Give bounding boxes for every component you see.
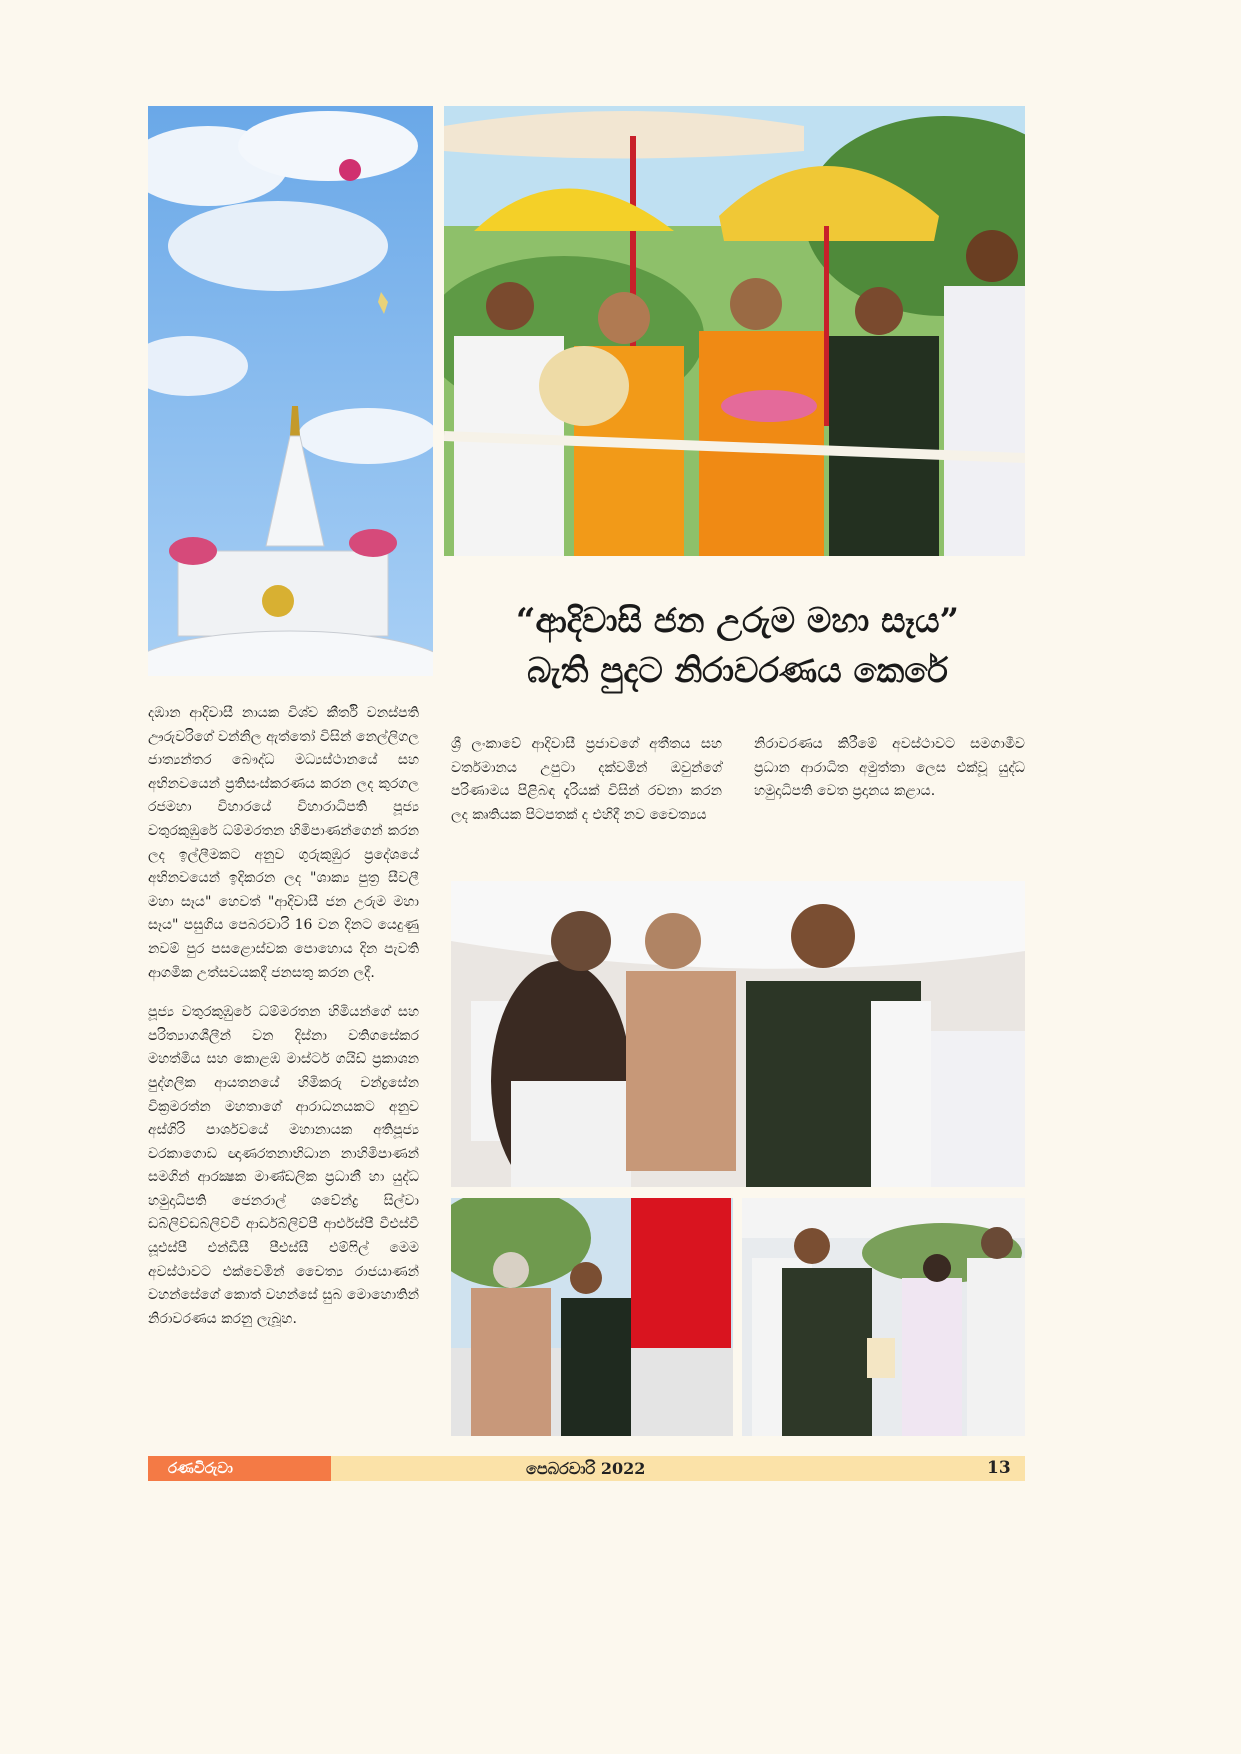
headline-line-2: බැති පුදට නිරාවරණය කෙරේ: [527, 651, 948, 691]
commander-greeting-photo: [451, 881, 1025, 1187]
ribbon-cutting-photo: [444, 106, 1025, 556]
article-column-1: [148, 702, 419, 1347]
article-headline: [450, 596, 1025, 696]
page-number: 13: [987, 1458, 1011, 1478]
article-column-3: [754, 733, 1025, 820]
headline-line-1: “ආදිවාසි ජන උරුම මහා සෑය”: [515, 601, 960, 641]
article-column-2: [451, 733, 722, 843]
stupa-photo: [148, 106, 433, 676]
issue-date: පෙබරවාරි 2022: [526, 1459, 646, 1478]
book-presentation-photo: [742, 1198, 1025, 1436]
column-1-paragraph-1: දඹාන ආදිවාසී නායක විශ්ව කීර්ති වනස්පති ඌරුවරිගේ වන්නිල ඇත්තෝ විසින් නෙල්ලිගල ජාත්‍යන්තර බෞද්ධ මධ්‍යස්ථානයේ සහ අභිනවයෙන් ප්‍රතිසංස්කරණය කරන ලද කුරගල රජමහා විහාරයේ විහාරාධිපති පූජ්‍ය වතුරකුඹුරේ ධම්මරතන හිමිපාණන්ගෙන් කරන ලද ඉල්ලීමකට අනුව ගුරුකුඹුර ප්‍රදේශයේ අභිනවයෙන් ඉදිකරන ලද "ශාක්‍ය පුත්‍ර සීවලී මහා සෑය" හෙවත් "ආදිවාසී ජන උරුම මහා සෑය" පසුගිය පෙබරවාරි 16 වන දිනට යෙදුණු නවම් පුර පසළොස්වක පොහොය දින පැවති ආගමික උත්සවයකදී ජනසතු කරන ලදී.: [148, 705, 419, 981]
footer-band: [331, 1456, 1025, 1481]
unveiling-curtain-photo: [451, 1198, 733, 1436]
column-2-paragraph-1: ශ්‍රී ලංකාවේ ආදිවාසී ප්‍රජාවගේ අතීතය සහ වර්තමානය උපුටා දක්වමින් ඔවුන්ගේ පරිණාමය පිළිබඳ දැරියක් විසින් රචනා කරන ලද කෘතියක පිටපතක් ද එහිදී නව චෛත්‍යය: [451, 736, 722, 823]
magazine-brand: රණවිරුවා: [168, 1459, 233, 1477]
column-3-paragraph-1: නිරාවරණය කිරීමේ අවස්ථාවට සමගාමීව ප්‍රධාන ආරාධිත අමුත්තා ලෙස එක්වූ යුද්ධ හමුදාධිපති වෙත ප්‍රදානය කළාය.: [754, 736, 1025, 800]
column-1-paragraph-2: පූජ්‍ය වතුරකුඹුරේ ධම්මරතන හිමියන්ගේ සහ පරිත්‍යාගශීලීන් වන දිස්නා වතිගසේකර මහත්මිය සහ කොළඹ මාස්ටර් ගයිඩ් ප්‍රකාශන පුද්ගලික ආයතනයේ හිමිකරු චන්ද්‍රසේන වික්‍රමරත්න මහතාගේ ආරාධනයකට අනුව අස්ගිරි පාර්ශවයේ මහානායක අතිපූජ්‍ය වරකාගොඩ ඥාණරතනාභිධාන නාහිමිපාණන් සමගින් ආරක්‍ෂක මාණ්ඩලික ප්‍රධානී හා යුද්ධ හමුදාධිපති ජෙනරාල් ශවේන්ද්‍ර සිල්වා ඩබ්ලිව්ඩබ්ලිව්වී ආර්ඩබ්ලිව්පී ආර්එස්පී වීඑස්වී යූඑස්පී එන්ඩීසී පීඑස්සී එම්ෆිල් මෙම අවස්ථාවට එක්වෙමින් චෛත්‍ය රාජයාණන් වහන්සේගේ කොත් වහන්සේ සුබ මොහොතින් නිරාවරණය කරනු ලැබූහ.: [148, 1004, 419, 1327]
